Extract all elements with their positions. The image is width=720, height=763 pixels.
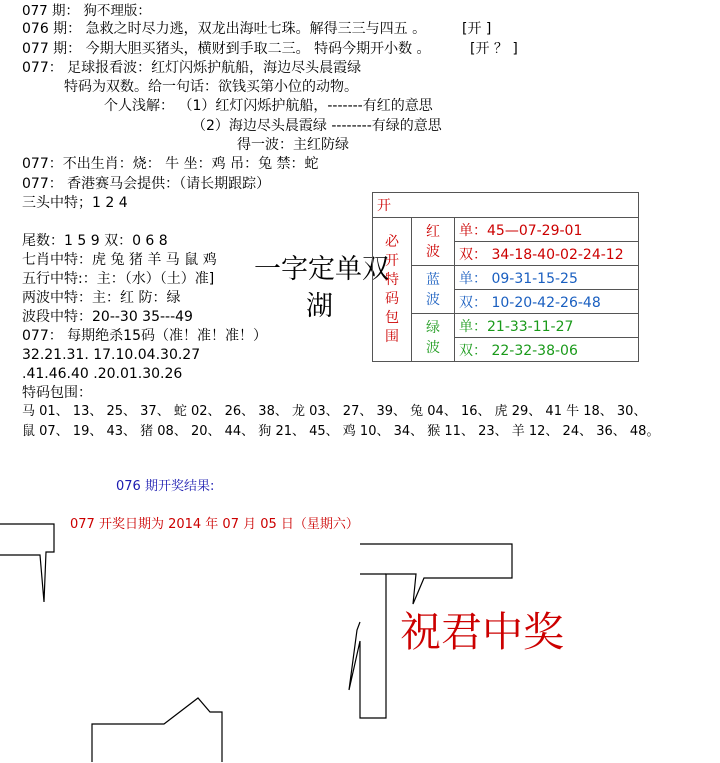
two-waves: 两波中特：主：红 防：绿: [22, 290, 181, 306]
three-heads: 三头中特；1 2 4: [22, 195, 128, 211]
interpretation-2: （2）海边尽头晨霞绿 --------有绿的意思: [192, 118, 442, 134]
football-hint: 077： 足球报看波：红灯闪烁护航船，海边尽头晨霞绿: [22, 60, 362, 76]
draw-date: 077 开奖日期为 2014 年 07 月 05 日（星期六）: [70, 517, 359, 532]
interpretation-1: 个人浅解： （1）红灯闪烁护航船，-------有红的意思: [104, 98, 433, 114]
issue-title: 077 期： 狗不理版：: [22, 3, 151, 19]
surround-title: 特码包围：: [22, 385, 92, 401]
riddle-result-076: [开 ]: [462, 21, 492, 37]
kill-numbers-1: 32.21.31. 17.10.04.30.27: [22, 347, 201, 363]
tail-numbers: 尾数：1 5 9 双：0 6 8: [22, 233, 168, 249]
riddle-result-077: [开 ？ ]: [470, 41, 518, 57]
green-wave-label: 绿 波: [412, 314, 455, 362]
kill-15: 077： 每期绝杀15码（准！准！准！）: [22, 328, 267, 344]
red-wave-odd: 单：45—07-29-01: [455, 218, 639, 242]
green-wave-even: 双： 22-32-38-06: [455, 338, 639, 362]
jockey-club-line: 077： 香港赛马会提供：（请长期跟踪）: [22, 176, 271, 192]
table-side-label: 必 开 特 码 包 围: [373, 218, 412, 362]
seven-zodiac: 七肖中特：虎 兔 猪 羊 马 鼠 鸡: [22, 252, 217, 268]
riddle-line-077: 077 期： 今期大胆买猪头，横财到手取二三。 特码今期开小数 。: [22, 41, 431, 57]
red-wave-label: 红 波: [412, 218, 455, 266]
zodiac-exclusion: 077：不出生肖：烧： 牛 坐：鸡 吊：兔 禁：蛇: [22, 156, 319, 172]
green-wave-odd: 单：21-33-11-27: [455, 314, 639, 338]
wave-conclusion: 得一波：主红防绿: [237, 137, 349, 153]
red-wave-even: 双： 34-18-40-02-24-12: [455, 242, 639, 266]
wave-ranges: 波段中特：20--30 35---49: [22, 309, 193, 325]
blue-wave-odd: 单： 09-31-15-25: [455, 266, 639, 290]
blessing-text: 祝君中奖: [400, 608, 564, 656]
blue-wave-even: 双： 10-20-42-26-48: [455, 290, 639, 314]
special-number-hint: 特码为双数。给一句话：欲钱买第小位的动物。: [64, 79, 358, 95]
riddle-line-076: 076 期： 急救之时尽力逃，双龙出海吐七珠。解得三三与四五 。: [22, 21, 427, 37]
table-header: 开: [373, 193, 639, 218]
surround-line-1: 马 01、 13、 25、 37、 蛇 02、 26、 38、 龙 03、 27、 39、 兔 04、 16、 虎 29、 41 牛 18、 30、: [22, 404, 647, 419]
kill-numbers-2: .41.46.40 .20.01.30.26: [22, 366, 183, 382]
surround-line-2: 鼠 07、 19、 43、 猪 08、 20、 44、 狗 21、 45、 鸡 10、 34、 猴 11、 23、 羊 12、 24、 36、 48。: [22, 424, 660, 439]
odd-even-slogan-2: 湖: [306, 291, 333, 322]
blue-wave-label: 蓝 波: [412, 266, 455, 314]
odd-even-slogan: 一字定单双: [254, 254, 389, 285]
five-elements: 五行中特:：主：（水）（土）准]: [22, 271, 215, 287]
result-title: 076 期开奖结果:: [116, 479, 215, 494]
